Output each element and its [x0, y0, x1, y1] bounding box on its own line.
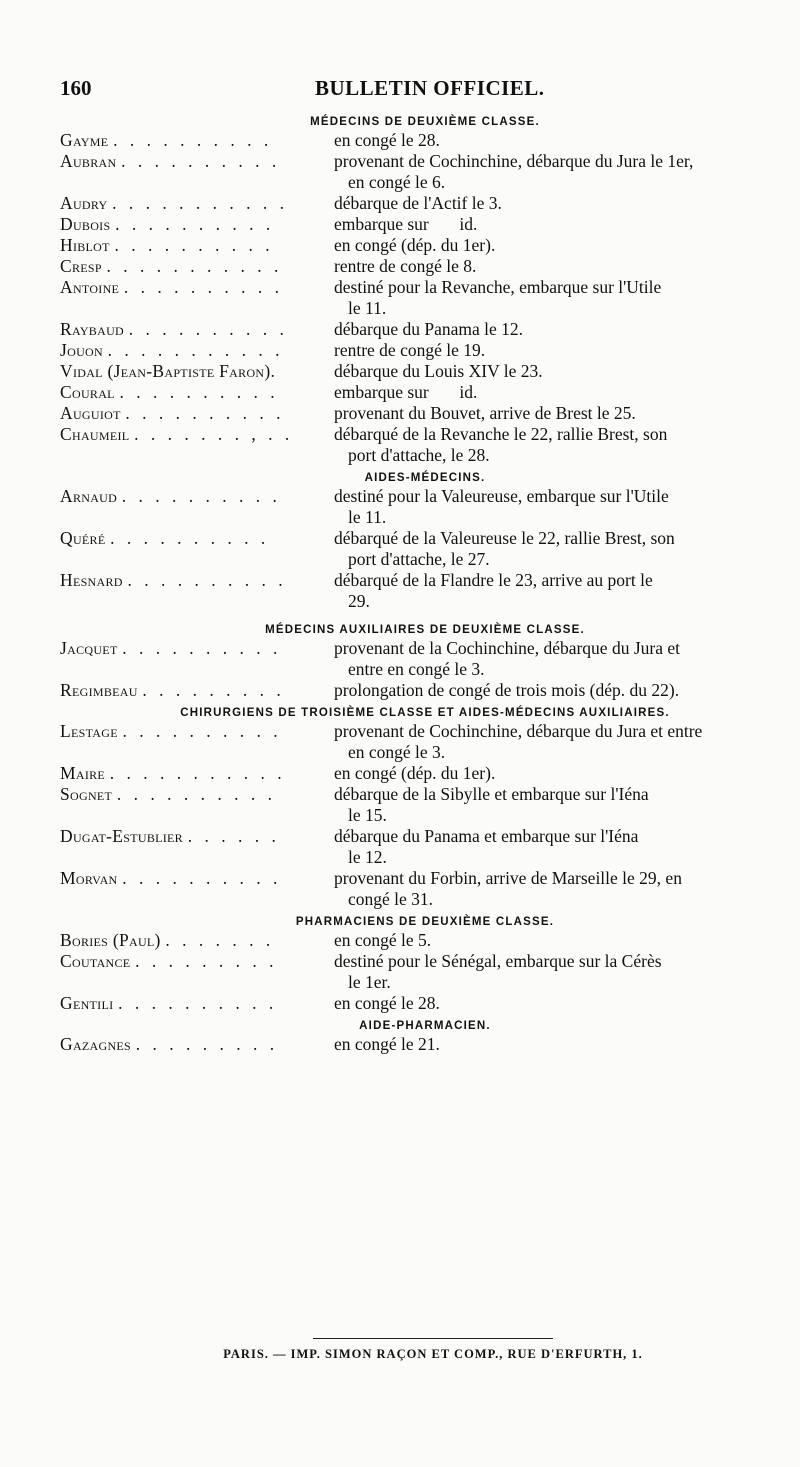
- entry-text: destiné pour le Sénégal, embarque sur la Cérès: [334, 951, 662, 971]
- entry-arnaud: [60, 486, 770, 528]
- section-heading: CHIRURGIENS DE TROISIÈME CLASSE ET AIDES-MÉDECINS AUXILIAIRES.: [180, 707, 670, 719]
- entry-text: provenant de Cochinchine, débarque du Jura et entre: [334, 721, 703, 741]
- entry-bories: [60, 930, 770, 951]
- leader-dots: . . . . . . . . . .: [119, 382, 279, 402]
- entry-text: débarqué de la Valeureuse le 22, rallie Brest, son: [334, 528, 675, 548]
- section-heading: MÉDECINS DE DEUXIÈME CLASSE.: [310, 116, 540, 128]
- leader-dots: . . . . . . . . . .: [123, 277, 283, 297]
- entry-hesnard: [60, 570, 770, 612]
- entry-name: Coural: [60, 382, 115, 402]
- entry-name: Raybaud: [60, 319, 125, 339]
- entry-name: Dubois: [60, 214, 111, 234]
- entry-continuation: en congé le 3.: [348, 742, 446, 762]
- entry-continuation: congé le 31.: [348, 889, 434, 909]
- leader-dots: . . . . . . . . . .: [121, 151, 281, 171]
- leader-dots: . . . . . . . . . .: [127, 570, 287, 590]
- entry-text: débarqué de la Revanche le 22, rallie Brest, son: [334, 424, 668, 444]
- entry-name: Coutance: [60, 951, 131, 971]
- entry-coutance: [60, 951, 770, 993]
- leader-dots: . . . . . . . , . .: [134, 424, 294, 444]
- entry-text: destiné pour la Revanche, embarque sur l'Utile: [334, 277, 662, 297]
- leader-dots: . . . . . . . . . . .: [107, 340, 284, 360]
- entry-text: prolongation de congé de trois mois (dép. du 22).: [334, 680, 680, 700]
- leader-dots: . . . . . . . . .: [135, 1034, 279, 1054]
- entry-name: Maire: [60, 763, 106, 783]
- entry-text: rentre de congé le 19.: [334, 340, 486, 360]
- document-page: [60, 70, 770, 1361]
- entry-name: Auguiot: [60, 403, 121, 423]
- entry-continuation: en congé le 6.: [348, 172, 446, 192]
- entry-text: provenant de la Cochinchine, débarque du Jura et: [334, 638, 680, 658]
- entry-continuation: port d'attache, le 28.: [348, 445, 490, 465]
- leader-dots: . . . . . . . . .: [142, 680, 285, 700]
- leader-dots: . . . . . .: [187, 826, 280, 846]
- section-heading: AIDE-PHARMACIEN.: [359, 1020, 491, 1032]
- entry-gentili: [60, 993, 770, 1014]
- entry-text: en congé (dép. du 1er).: [334, 763, 496, 783]
- entry-text: débarque de la Sibylle et embarque sur l'Iéna: [334, 784, 649, 804]
- entry-cresp: [60, 256, 770, 277]
- entry-text: en congé le 21.: [334, 1034, 440, 1054]
- entry-coural: [60, 382, 770, 403]
- page-footer: [60, 1338, 770, 1362]
- leader-dots: . . . . . . . . . .: [122, 638, 282, 658]
- leader-dots: . . . . . . . . . .: [114, 235, 274, 255]
- entry-name: Cresp: [60, 256, 102, 276]
- entry-name: Aubran: [60, 151, 117, 171]
- printer-imprint: PARIS. — IMP. SIMON RAÇON ET COMP., RUE D'ERFURTH, 1.: [223, 1347, 643, 1361]
- entry-name: Hesnard: [60, 570, 123, 590]
- leader-dots: . . . . . . . . . .: [125, 403, 285, 423]
- entry-name: Antoine: [60, 277, 120, 297]
- entry-text: en congé le 28.: [334, 130, 440, 150]
- entry-gayme: [60, 130, 770, 151]
- leader-dots: . . . . . . . . . .: [116, 784, 277, 804]
- page-number: 160: [60, 76, 92, 100]
- entry-name: Chaumeil: [60, 424, 130, 444]
- entry-continuation: le 11.: [348, 298, 387, 318]
- entry-name: Vidal (Jean-Baptiste Faron): [60, 361, 271, 381]
- entry-name: Quéré: [60, 528, 106, 548]
- entry-continuation: le 11.: [348, 507, 387, 527]
- entry-name: Sognet: [60, 784, 113, 804]
- entry-text: débarque du Panama et embarque sur l'Iéna: [334, 826, 639, 846]
- leader-dots: . . . . . . . . . .: [118, 993, 278, 1013]
- entry-continuation: le 12.: [348, 847, 387, 867]
- entry-text: provenant du Bouvet, arrive de Brest le 25.: [334, 403, 636, 423]
- entry-name: Lestage: [60, 721, 118, 741]
- entry-name: Morvan: [60, 868, 118, 888]
- section-heading: MÉDECINS AUXILIAIRES DE DEUXIÈME CLASSE.: [265, 624, 585, 636]
- entry-hiblot: [60, 235, 770, 256]
- entry-jacquet: [60, 638, 770, 680]
- entry-regimbeau: [60, 680, 770, 701]
- entry-chaumeil: [60, 424, 770, 466]
- leader-dots: . . . . . . . . . .: [113, 130, 273, 150]
- entry-continuation: 29.: [348, 591, 370, 611]
- entry-text: en congé le 28.: [334, 993, 440, 1013]
- entry-gazagnes: [60, 1034, 770, 1055]
- entry-name: Gazagnes: [60, 1034, 132, 1054]
- entry-text: provenant de Cochinchine, débarque du Jura le 1er,: [334, 151, 694, 171]
- entry-text: en congé (dép. du 1er).: [334, 235, 496, 255]
- leader-dots: . . . . . . . . . .: [110, 528, 270, 548]
- running-title: BULLETIN OFFICIEL.: [315, 76, 545, 100]
- entry-text: débarque de l'Actif le 3.: [334, 193, 502, 213]
- entry-text: rentre de congé le 8.: [334, 256, 477, 276]
- entry-name: Arnaud: [60, 486, 118, 506]
- entry-text: embarque sur id.: [334, 382, 478, 402]
- entry-lestage: [60, 721, 770, 763]
- entry-name: Jacquet: [60, 638, 118, 658]
- entry-sognet: [60, 784, 770, 826]
- leader-dots: . . . . . . .: [165, 930, 275, 950]
- entry-text: débarque du Louis XIV le 23.: [334, 361, 543, 381]
- entry-text: destiné pour la Valeureuse, embarque sur l'Utile: [334, 486, 669, 506]
- entry-name: Jouon: [60, 340, 103, 360]
- entry-name: Gayme: [60, 130, 109, 150]
- entry-antoine: [60, 277, 770, 319]
- entry-name: Dugat-Estublier: [60, 826, 183, 846]
- leader-dots: . . . . . . . . . .: [115, 214, 275, 234]
- page-header: [60, 70, 770, 110]
- entry-morvan: [60, 868, 770, 910]
- leader-dots: . . . . . . . . . . .: [106, 256, 283, 276]
- entry-jouon: [60, 340, 770, 361]
- entry-aubran: [60, 151, 770, 193]
- entry-audry: [60, 193, 770, 214]
- leader-dots: . . . . . . . . . . .: [112, 193, 289, 213]
- entry-name: Hiblot: [60, 235, 110, 255]
- entry-text: en congé le 5.: [334, 930, 432, 950]
- leader-dots: . . . . . . . . . .: [121, 486, 281, 506]
- entry-continuation: entre en congé le 3.: [348, 659, 485, 679]
- entry-auguiot: [60, 403, 770, 424]
- entry-dubois: [60, 214, 770, 235]
- entry-name: Bories (Paul): [60, 930, 161, 950]
- entry-continuation: le 1er.: [348, 972, 391, 992]
- entry-continuation: le 15.: [348, 805, 387, 825]
- entry-maire: [60, 763, 770, 784]
- leader-dots: . . . . . . . . . .: [122, 721, 282, 741]
- entry-dugat-estublier: [60, 826, 770, 868]
- entry-vidal: [60, 361, 770, 382]
- entry-quere: [60, 528, 770, 570]
- section-heading: PHARMACIENS DE DEUXIÈME CLASSE.: [295, 916, 555, 928]
- entry-name: Audry: [60, 193, 108, 213]
- leader-dots: . . . . . . . . . .: [122, 868, 282, 888]
- section-heading: AIDES-MÉDECINS.: [364, 472, 486, 484]
- leader-dots: . . . . . . . . .: [135, 951, 278, 971]
- entry-text: embarque sur id.: [334, 214, 478, 234]
- entry-continuation: port d'attache, le 27.: [348, 549, 490, 569]
- leader-dots: . . . . . . . . . .: [128, 319, 288, 339]
- entry-name: Regimbeau: [60, 680, 138, 700]
- entry-text: débarque du Panama le 12.: [334, 319, 524, 339]
- entry-text: provenant du Forbin, arrive de Marseille le 29, en: [334, 868, 682, 888]
- leader-dots: . . . . . . . . . . .: [109, 763, 286, 783]
- entry-raybaud: [60, 319, 770, 340]
- footer-rule: [313, 1338, 553, 1339]
- entry-name: Gentili: [60, 993, 114, 1013]
- entry-text: débarqué de la Flandre le 23, arrive au port le: [334, 570, 653, 590]
- leader-dots: .: [270, 361, 279, 381]
